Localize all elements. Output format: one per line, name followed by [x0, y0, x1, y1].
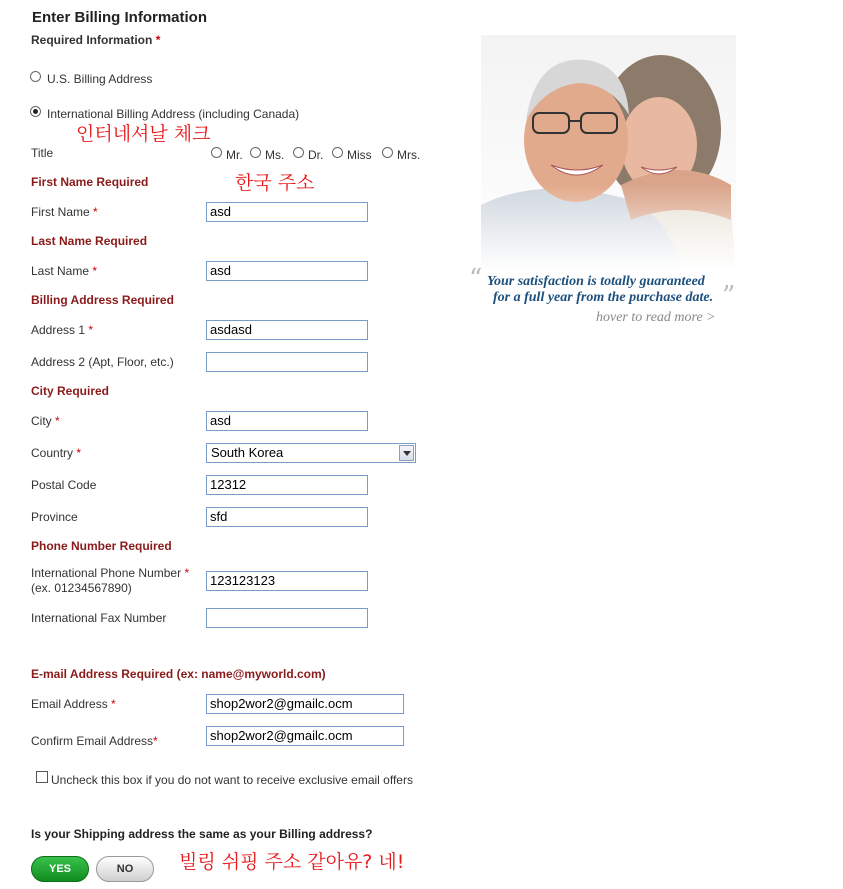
province-input[interactable]: sfd — [206, 507, 368, 527]
title-mr-radio[interactable] — [211, 147, 222, 158]
us-billing-label: U.S. Billing Address — [47, 72, 153, 86]
title-ms-label: Ms. — [265, 148, 285, 162]
province-label: Province — [31, 510, 78, 524]
title-mr-label: Mr. — [226, 148, 243, 162]
email-required: E-mail Address Required (ex: name@myworld.com) — [31, 667, 326, 681]
first-name-input[interactable]: asd — [206, 202, 368, 222]
phone-label: International Phone Number * — [31, 566, 190, 580]
billing-address-required: Billing Address Required — [31, 293, 174, 307]
country-label: Country * — [31, 446, 82, 460]
promo-quote-line1: Your satisfaction is totally guaranteed — [487, 274, 705, 289]
confirm-email-input[interactable]: shop2wor2@gmailc.ocm — [206, 726, 404, 746]
yes-button[interactable]: YES — [31, 856, 89, 882]
no-button[interactable]: NO — [96, 856, 154, 882]
annotation-intl-check: 인터네셔날 체크 — [76, 123, 211, 145]
intl-billing-radio[interactable] — [30, 106, 41, 117]
annotation-billing-shipping-same: 빌링 쉬핑 주소 같아유? 네! — [179, 851, 405, 873]
phone-required: Phone Number Required — [31, 539, 172, 553]
address2-input[interactable] — [206, 352, 368, 372]
phone-input[interactable]: 123123123 — [206, 571, 368, 591]
fax-label: International Fax Number — [31, 611, 167, 625]
address2-label: Address 2 (Apt, Floor, etc.) — [31, 355, 174, 369]
fax-input[interactable] — [206, 608, 368, 628]
last-name-label: Last Name * — [31, 264, 98, 278]
open-quote-icon: “ — [469, 264, 483, 294]
city-required: City Required — [31, 384, 110, 398]
required-info-label: Required Information * — [31, 33, 161, 47]
first-name-required: First Name Required — [31, 175, 149, 189]
chevron-down-icon[interactable] — [399, 445, 414, 461]
title-label: Title — [31, 146, 54, 160]
email-offers-checkbox[interactable] — [36, 771, 48, 783]
intl-billing-label: International Billing Address (including Canada) — [47, 107, 300, 121]
last-name-input[interactable]: asd — [206, 261, 368, 281]
city-label: City * — [31, 414, 60, 428]
close-quote-icon: ” — [722, 281, 736, 311]
email-offers-label: Uncheck this box if you do not want to receive exclusive email offers — [51, 773, 413, 787]
country-select-value: South Korea — [211, 445, 284, 460]
promo-photo — [481, 35, 736, 270]
last-name-required: Last Name Required — [31, 234, 148, 248]
shipping-question: Is your Shipping address the same as your Billing address? — [31, 827, 373, 841]
email-input[interactable]: shop2wor2@gmailc.ocm — [206, 694, 404, 714]
title-miss-label: Miss — [347, 148, 372, 162]
title-ms-radio[interactable] — [250, 147, 261, 158]
first-name-label: First Name * — [31, 205, 98, 219]
city-input[interactable]: asd — [206, 411, 368, 431]
us-billing-radio[interactable] — [30, 71, 41, 82]
title-dr-radio[interactable] — [293, 147, 304, 158]
confirm-email-label: Confirm Email Address* — [31, 734, 158, 748]
annotation-korea-address: 한국 주소 — [235, 172, 315, 194]
address1-input[interactable]: asdasd — [206, 320, 368, 340]
country-select[interactable] — [206, 443, 416, 463]
title-mrs-radio[interactable] — [382, 147, 393, 158]
address1-label: Address 1 * — [31, 323, 94, 337]
title-miss-radio[interactable] — [332, 147, 343, 158]
email-label: Email Address * — [31, 697, 116, 711]
phone-hint: (ex. 01234567890) — [31, 581, 132, 595]
postal-code-label: Postal Code — [31, 478, 97, 492]
promo-quote-line2: for a full year from the purchase date. — [493, 290, 714, 305]
page-title: Enter Billing Information — [32, 9, 207, 26]
hover-read-more-link[interactable]: hover to read more > — [596, 310, 716, 325]
title-mrs-label: Mrs. — [397, 148, 421, 162]
couple-photo-icon — [481, 35, 736, 270]
postal-code-input[interactable]: 12312 — [206, 475, 368, 495]
title-dr-label: Dr. — [308, 148, 324, 162]
